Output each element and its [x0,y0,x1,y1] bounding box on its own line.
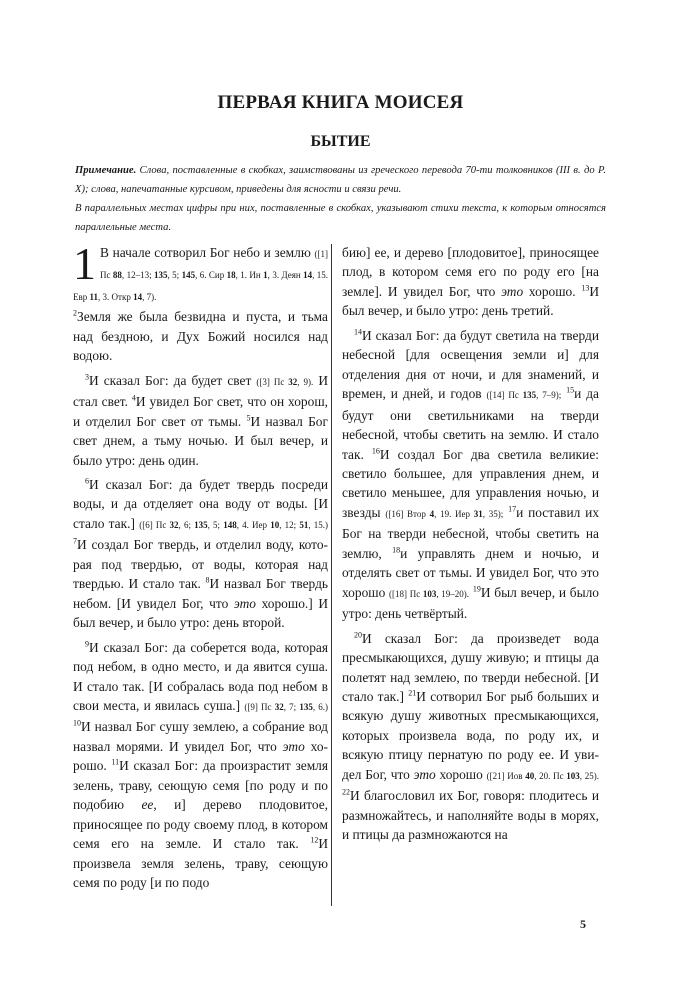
verse-text: И назвал Бог свет днем, а тьму ночью. И был вечер, и было утро: день один. [73,413,328,468]
book-subtitle: БЫТИЕ [310,133,371,150]
chapter-number: 1 [73,238,96,289]
note-text-1: Слова, поставленные в скобках, заимствованы из греческого перевода 70-ти толковников (III в. до Р. Х); слова, напечатанные курсивом, приведены для ясности и связи речи. [75,165,606,195]
verse-number: 6 [85,476,89,486]
verse-number: 17 [508,504,517,514]
verse-text: И был вечер, и было утро: день четвёртый. [342,584,599,622]
verse-number: 12 [310,835,319,845]
italic-word: ее [141,797,154,813]
verse-text: хорошо [435,766,487,782]
verse-text: И сказал Бог: да будут светила на тверди небесной [для освещения земли и] для отделения дня от ночи, и для знамений, и времен, и дней, и годов [342,327,599,402]
verse-text: И назвал Бог сушу землею, а собрание вод назвал морями. И увидел Бог, что [73,719,328,754]
verse-text: И произвела земля зелень, траву, сеющую семя по роду [и по подо [73,836,328,891]
verse-number: 15 [566,385,575,395]
verse-text: И стал свет. [73,372,328,410]
verse-paragraph-4 [73,638,328,893]
verse-number: 5 [246,413,251,423]
column-divider [331,244,332,906]
verse-number: 21 [408,688,417,698]
verse-text: и поставил их Бог на тверди небесной, чтобы светить на землю, [342,504,600,561]
verse-text: и управлять днем и ночью, и отделять свет от тьмы. И увидел Бог, что это хорошо [342,545,599,600]
verse-paragraph-6 [342,326,599,624]
verse-paragraph-3 [73,475,328,633]
verse-number: 19 [472,584,481,594]
book-title: ПЕРВАЯ КНИГА МОИСЕЯ [217,92,464,113]
left-column [73,238,329,898]
cross-reference: ([1] Пс 88, 12–13; 135, 5; 145, 6. Сир 18, 1. Ин 1, 3. Деян 14, 15. Евр 11, 3. Откр 14, 7). [73,249,328,302]
verse-text: И сказал Бог: да будет твердь посреди воды, и да отделяет она воду от воды. [И стало так.] [73,476,328,531]
italic-word: это [413,766,436,782]
verse-number: 16 [371,446,380,456]
verse-text: хорошо.] И был вечер, и было утро: день второй. [73,595,328,631]
italic-word: это [501,283,524,299]
verse-text: В начале сотворил Бог небо и землю [100,245,315,260]
note-text-2: В параллельных местах цифры при них, поставленные в скобках, указывают стихи текста, к которым относятся параллельные места. [75,203,606,233]
verse-paragraph-1 [73,238,328,366]
right-column [342,243,599,850]
cross-reference: ([21] Иов 40, 20. Пс 103, 25). [486,770,599,781]
verse-text: Земля же была безвидна и пуста, и тьма над бездною, и Дух Божий носился над водою. [73,309,328,364]
verse-text: бию] ее, и дерево [плодовитое], приносящее плод, в котором семя его по роду его [на земле]. И увидел Бог, что [342,245,599,299]
cross-reference: ([14] Пс 135, 7–9); [486,390,562,401]
verse-text: и да будут они светильниками на тверди небесной, чтобы светить на землю. И стало так. [342,386,599,462]
verse-number: 10 [73,718,81,728]
cross-reference: ([9] Пс 32, 7; 135, 6.) [244,701,328,712]
verse-number: 9 [85,639,89,649]
verse-text: И создал Бог два светила великие: светило большее, для управления днем, и светило меньшее, для управления ночью, и звезды [342,446,599,520]
verse-number: 4 [131,393,136,403]
cross-reference: ([18] Пс 103, 19–20). [389,588,470,599]
verse-text: И сказал Бог: да произведет вода пресмыкающихся, душу живую; и птицы да полетят над землею, по тверди небесной. [И стало так.] [342,630,599,704]
verse-paragraph-2 [73,371,328,470]
italic-word: это [282,738,305,754]
verse-number: 22 [342,787,350,797]
verse-text: И сказал Бог: да будет свет [89,372,257,388]
verse-number: 11 [111,757,120,767]
verse-number: 7 [73,536,77,546]
page-number: 5 [580,917,586,931]
verse-text: , и] дерево плодовитое, приносящее по роду своему плод, в котором семя его на земле. И стало так. [73,797,328,852]
italic-word: это [233,595,256,611]
verse-text: И сказал Бог: да произрастит земля зелень, траву, сеющую семя [по роду и по подобию [73,758,329,813]
verse-text: И увидел Бог свет, что он хорош, и отделил Бог свет от тьмы. [73,394,328,429]
note-paragraph-2 [75,199,606,237]
verse-number: 3 [85,372,89,382]
verse-text: И создал Бог твердь, и отделил воду, которая под твердью, от воды, которая над твердью. И стало так. [73,537,328,592]
verse-text: И назвал Бог твердь небом. [И увидел Бог, что [73,576,328,611]
note-label: Примечание. [75,165,137,176]
verse-number: 20 [354,630,362,640]
verse-number: 8 [205,575,210,585]
cross-reference: ([16] Втор 4, 19. Иер 31, 35); [385,508,504,519]
verse-number: 13 [581,283,590,293]
verse-number: 18 [392,545,401,555]
editorial-note [75,161,606,237]
verse-text: И сотворил Бог рыб больших и всякую душу животных пресмыкающихся, которых произвела вода, по роду их, и всякую птицу пернатую по роду ее. И увидел Бог, что [342,688,599,782]
cross-reference: ([3] Пс 32, 9). [256,376,314,387]
verse-number: 2 [73,308,77,318]
verse-text: И был вечер, и было утро: день третий. [342,283,599,319]
cross-reference: ([6] Пс 32, 6; 135, 5; 148, 4. Иер 10, 12; 51, 15.) [139,519,328,530]
verse-paragraph-7 [342,629,599,845]
verse-text: И сказал Бог: да соберется вода, которая под небом, в одно место, и да явится суша. И стало так. [И собралась вода под небом в свои места, и явилась суша.] [73,639,328,713]
verse-text: хорошо. [523,283,582,299]
note-paragraph-1 [75,161,606,199]
verse-text: хорошо. [73,738,328,774]
verse-number: 14 [354,327,362,337]
verse-text: И благословил их Бог, говоря: плодитесь и размножайтесь, и наполняйте воды в морях, и птицы да размножаются на [342,788,599,843]
verse-paragraph-5 [342,243,599,321]
